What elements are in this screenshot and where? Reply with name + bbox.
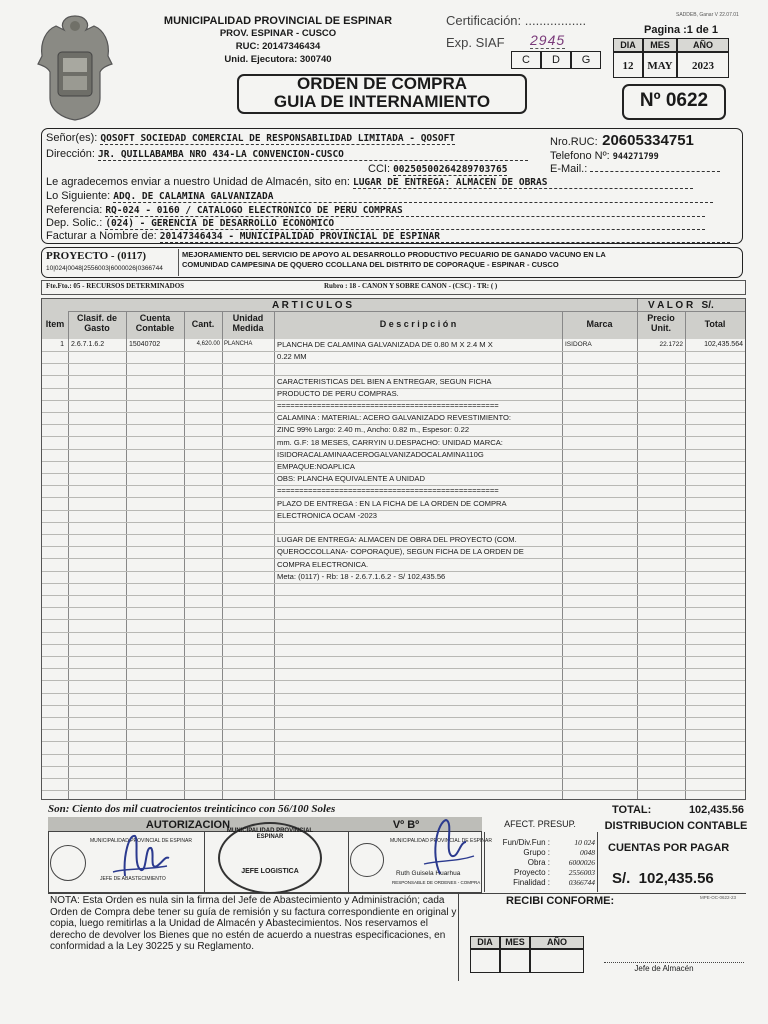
cdg-box-c: C: [511, 51, 541, 69]
project-divider: [178, 249, 179, 276]
accounts-payable-amount: S/. 102,435.56: [612, 870, 714, 887]
delivery-place: LUGAR DE ENTREGA: ALMACEN DE OBRAS: [353, 177, 693, 189]
table-row-rule: [42, 680, 745, 681]
description-line: ==================================================: [277, 401, 499, 410]
entity-name: MUNICIPALIDAD PROVINCIAL DE ESPINAR: [163, 15, 393, 27]
col-unidad: Unidad Medida: [232, 313, 264, 333]
reference-row: [46, 204, 705, 217]
table-row-rule: [42, 607, 745, 608]
row-precio: 22.1722: [659, 341, 683, 348]
received-code: MPE-OC-0622-23: [700, 895, 737, 900]
received-year-header: AÑO: [530, 936, 584, 949]
description-line: ==================================================: [277, 486, 499, 496]
description-line: CALAMINA : MATERIAL: ACERO GALVANIZADO REVESTIMIENTO:: [277, 413, 512, 423]
received-month-header: MES: [500, 936, 530, 949]
row-clasif: 2.6.7.1.6.2: [71, 341, 105, 348]
page-indicator: Pagina :1 de 1: [644, 24, 718, 36]
table-row-rule: [42, 705, 745, 706]
supplier-label: Señor(es):: [46, 132, 98, 144]
address-label: Dirección:: [46, 148, 95, 160]
row-total: 102,435.564: [704, 341, 743, 348]
description-line: LUGAR DE ENTREGA: ALMACEN DE OBRA DEL PROYECTO (COM.: [277, 535, 517, 545]
description-line: Meta: (0117) - Rb: 18 - 2.6.7.1.6.2 - S/ 102,435.56: [277, 571, 446, 581]
goods-value: ADQ. DE CALAMINA GALVANIZADA: [113, 191, 713, 203]
col-line: [126, 311, 127, 799]
total-label: TOTAL:: [612, 804, 652, 816]
footer-top-rule: [48, 893, 746, 894]
table-row-rule: [42, 363, 745, 364]
stamp-right-title: MUNICIPALIDAD PROVINCIAL DE ESPINAR: [390, 838, 492, 844]
supplier-address: JR. QUILLABAMBA NRO 434-LA CONVENCION-CUSCO: [98, 149, 528, 161]
description-line: ISIDORACALAMINAACEROGALVANIZADOCALAMINA110G: [277, 449, 484, 459]
budget-line-label: Proyecto :: [513, 868, 550, 877]
warehouse-signature-line: [604, 962, 744, 963]
table-row-rule: [42, 766, 745, 767]
col-line: [68, 311, 69, 799]
project-label: PROYECTO - (0117): [46, 250, 147, 262]
cci-label: CCI:: [368, 163, 390, 175]
received-label: RECIBI CONFORME:: [506, 895, 615, 907]
supplier-name: QOSOFT SOCIEDAD COMERCIAL DE RESPONSABILIDAD LIMITADA - QOSOFT: [100, 133, 456, 144]
cdg-box-g: G: [571, 51, 601, 69]
document-title-line2: GUIA DE INTERNAMIENTO: [273, 92, 491, 111]
signature-divider: [204, 832, 205, 893]
table-row-rule: [42, 558, 745, 559]
received-year[interactable]: [530, 949, 584, 973]
description-line: mm. G.F: 18 MESES, CARRYIN U.DESPACHO: UNIDAD MARCA:: [277, 437, 503, 447]
date-header-month: MES: [643, 38, 677, 52]
stamp-left-role: JEFE DE ABASTECIMIENTO: [100, 876, 166, 882]
table-row-rule: [42, 693, 745, 694]
description-line: COMPRA ELECTRONICA.: [277, 559, 369, 569]
description-line: PRODUCTO DE PERU COMPRAS.: [277, 388, 399, 398]
cci-row: [368, 163, 507, 175]
col-line: [222, 311, 223, 799]
received-day[interactable]: [470, 949, 500, 973]
table-row-rule: [42, 461, 745, 462]
authorization-label: AUTORIZACION: [145, 819, 231, 831]
budget-line-label: Obra :: [527, 858, 550, 867]
budget-line-label: Fun/Div.Fun :: [502, 838, 550, 847]
description-line: 0.22 MM: [277, 352, 307, 362]
rubro-line: Rubro : 18 - CANON Y SOBRE CANON - (CSC) - TR: ( ): [324, 282, 498, 290]
department-value: (024) - GERENCIA DE DESARROLLO ECONOMICO: [105, 218, 705, 230]
table-row-rule: [42, 717, 745, 718]
table-row-rule: [42, 754, 745, 755]
description-line: QUEROCCOLLANA- COPORAQUE), SEGUN FICHA DE LA ORDEN DE: [277, 547, 524, 557]
budget-line-value: 0366744: [568, 878, 595, 887]
municipal-coat-of-arms: [34, 12, 116, 124]
department-label: Dep. Solic.:: [46, 217, 103, 229]
signature-divider: [348, 832, 349, 893]
reference-label: Referencia:: [46, 204, 103, 216]
description-line: CARACTERISTICAS DEL BIEN A ENTREGAR, SEGUN FICHA: [277, 376, 492, 386]
row-cuenta: 15040702: [129, 341, 161, 348]
table-row-rule: [42, 632, 745, 633]
col-line: [274, 311, 275, 799]
table-row-rule: [42, 729, 745, 730]
table-row-rule: [42, 619, 745, 620]
description-line: ZINC 99% Largo: 2.40 m., Ancho: 0.82 m., Espesor: 0.22: [277, 425, 470, 435]
col-precio: Precio Unit.: [647, 313, 675, 333]
executing-unit-line: Unid. Ejecutora: 300740: [224, 54, 332, 65]
stamp-left-title: MUNICIPALIDAD PROVINCIAL DE ESPINAR: [90, 838, 192, 844]
note-divider: [458, 893, 459, 981]
delivery-row: [46, 176, 693, 189]
legal-note: NOTA: Esta Orden es nula sin la firma del Jefe de Abastecimiento y Administración; cada Orden de Compra debe tener su guía de remisión y su factura correspondiente en original y copia, luego remitirlas a la Unidad de Almacén y Abastecimientos. Nos reservamos el derecho de devolver los Bienes que no estén de acuerdo a nuestras especificaciones, en conformidad a la Ley 30225 y su Reglamento.: [50, 895, 457, 953]
billing-row: [46, 230, 730, 243]
signature-left: [105, 826, 175, 886]
accounting-distribution-label: DISTRIBUCION CONTABLE: [604, 820, 748, 832]
warehouse-chief-label: Jefe de Almacén: [634, 964, 694, 973]
budget-line-value: 0048: [580, 848, 595, 857]
row-cant: 4,620.00: [196, 341, 220, 347]
table-row-rule: [42, 656, 745, 657]
col-line: [562, 311, 563, 799]
row-marca: ISIDORA: [565, 341, 592, 348]
date-month: MAY: [643, 52, 677, 78]
siaf-number: 2945: [530, 32, 566, 48]
budget-line-label: Grupo :: [523, 848, 550, 857]
description-line: OBS: PLANCHA EQUIVALENTE A UNIDAD: [277, 474, 425, 484]
valor-label: V A L O R S/.: [648, 300, 714, 311]
supplier-name-row: [46, 132, 455, 144]
col-descripcion: D e s c r i p c i ó n: [379, 319, 457, 329]
col-item: Item: [45, 319, 65, 329]
address-row: [46, 148, 528, 161]
supplier-phone: 944271799: [612, 152, 659, 162]
cdg-box-d: D: [541, 51, 571, 69]
phone-label: Telefono Nº:: [550, 150, 610, 162]
vb-label: Vº Bº: [392, 819, 420, 831]
supplier-ruc: 20605334751: [602, 132, 694, 149]
description-line: PLANCHA DE CALAMINA GALVANIZADA DE 0.80 M X 2.4 M X: [277, 340, 493, 349]
table-row-rule: [42, 583, 745, 584]
signature-right: [410, 812, 480, 882]
email-row: [550, 163, 720, 175]
budget-line-value: 2556003: [568, 868, 595, 877]
col-clasif: Clasif. de Gasto: [76, 313, 117, 333]
tiny-system-code: SADDEB, Ganar V 22.07.01: [676, 12, 739, 18]
department-row: [46, 217, 705, 230]
date-header-day: DIA: [613, 38, 643, 52]
budget-line-value: 6000026: [568, 858, 595, 867]
table-row-rule: [42, 644, 745, 645]
accounts-payable-label: CUENTAS POR PAGAR: [608, 842, 730, 854]
table-row-rule: [42, 668, 745, 669]
billing-value: 20147346434 - MUNICIPALIDAD PROVINCIAL DE ESPINAR: [160, 231, 730, 243]
total-value: 102,435.56: [688, 804, 744, 816]
peru-seal-right: [350, 843, 384, 877]
table-row-rule: [42, 741, 745, 742]
email-blank: [590, 171, 720, 172]
date-day: 12: [613, 52, 643, 78]
supplier-cci: 00250500264289703765: [393, 164, 508, 175]
reference-value: RQ-024 - 0160 / CATALOGO ELECTRONICO DE PERU COMPRAS: [105, 205, 705, 217]
stamp-right-name: Ruth Guisela Huarhua: [396, 870, 461, 877]
project-description-line1: MEJORAMIENTO DEL SERVICIO DE APOYO AL DESARROLLO PRODUCTIVO PECUARIO DE GANADO VACUNO EN LA: [182, 250, 606, 259]
supplier-ruc-row: [550, 132, 694, 150]
col-marca: Marca: [586, 319, 613, 329]
table-header-divider: [68, 311, 745, 312]
table-row-rule: [42, 351, 745, 352]
province-line: PROV. ESPINAR - CUSCO: [219, 28, 337, 39]
stamp-mid-text: MUNICIPALIDAD PROVINCIAL ESPINAR: [226, 828, 314, 840]
billing-label: Facturar a Nombre de:: [46, 230, 157, 242]
peru-seal-left: [50, 845, 86, 881]
date-year: 2023: [677, 52, 729, 78]
table-row-rule: [42, 522, 745, 523]
col-cuenta: Cuenta Contable: [135, 313, 175, 333]
description-line: EMPAQUE:NOAPLICA: [277, 462, 355, 471]
siaf-label: Exp. SIAF: [446, 35, 505, 50]
col-cant: Cant.: [191, 319, 215, 329]
budget-line-value: 10 024: [574, 838, 595, 847]
budget-line-label: Finalidad :: [513, 878, 550, 887]
ruc-line: RUC: 20147346434: [235, 41, 321, 52]
col-total: Total: [704, 319, 726, 329]
table-row-rule: [42, 510, 745, 511]
supplier-ruc-label: Nro.RUC:: [550, 136, 598, 148]
document-title-line1: ORDEN DE COMPRA: [296, 74, 467, 93]
col-line: [637, 299, 638, 799]
project-code: 10|024|0048|2556003|6000026|0366744: [46, 265, 163, 272]
received-month[interactable]: [500, 949, 530, 973]
description-line: ELECTRONICA OCAM -2023: [277, 510, 378, 520]
articulos-label: A R T I C U L O S: [272, 300, 353, 311]
col-line: [685, 311, 686, 799]
stamp-right-role: RESPONSABLE DE ORDENES - COMPRA: [392, 880, 481, 885]
description-line: PLAZO DE ENTREGA : EN LA FICHA DE LA ORDEN DE COMPRA: [277, 498, 507, 508]
project-description-line2: COMUNIDAD CAMPESINA DE QQUERO CCOLLANA DEL DISTRITO DE COPORAQUE - ESPINAR - CUSCO: [182, 260, 559, 269]
funding-source: Fte.Fto.: 05 - RECURSOS DETERMINADOS: [46, 282, 185, 290]
goods-label: Lo Siguiente:: [46, 190, 111, 202]
date-header-year: AÑO: [677, 38, 729, 52]
goods-row: [46, 190, 713, 203]
table-row-rule: [42, 595, 745, 596]
certification-label: Certificación: .................: [446, 13, 587, 28]
row-item: 1: [60, 341, 64, 348]
email-label: E-Mail.:: [550, 163, 588, 175]
row-unidad: PLANCHA: [224, 341, 253, 347]
col-line: [184, 311, 185, 799]
order-number: Nº 0622: [639, 90, 709, 111]
stamp-mid-role: JEFE LOGISTICA: [241, 868, 299, 875]
table-row-rule: [42, 790, 745, 791]
budget-header: AFECT. PRESUP.: [504, 819, 576, 829]
delivery-intro: Le agradecemos enviar a nuestro Unidad de Almacén, sito en:: [46, 176, 350, 188]
table-row-rule: [42, 778, 745, 779]
phone-row: [550, 150, 659, 162]
amount-in-words: Son: Ciento dos mil cuatrocientos treinticinco con 56/100 Soles: [48, 803, 336, 815]
received-day-header: DIA: [470, 936, 500, 949]
